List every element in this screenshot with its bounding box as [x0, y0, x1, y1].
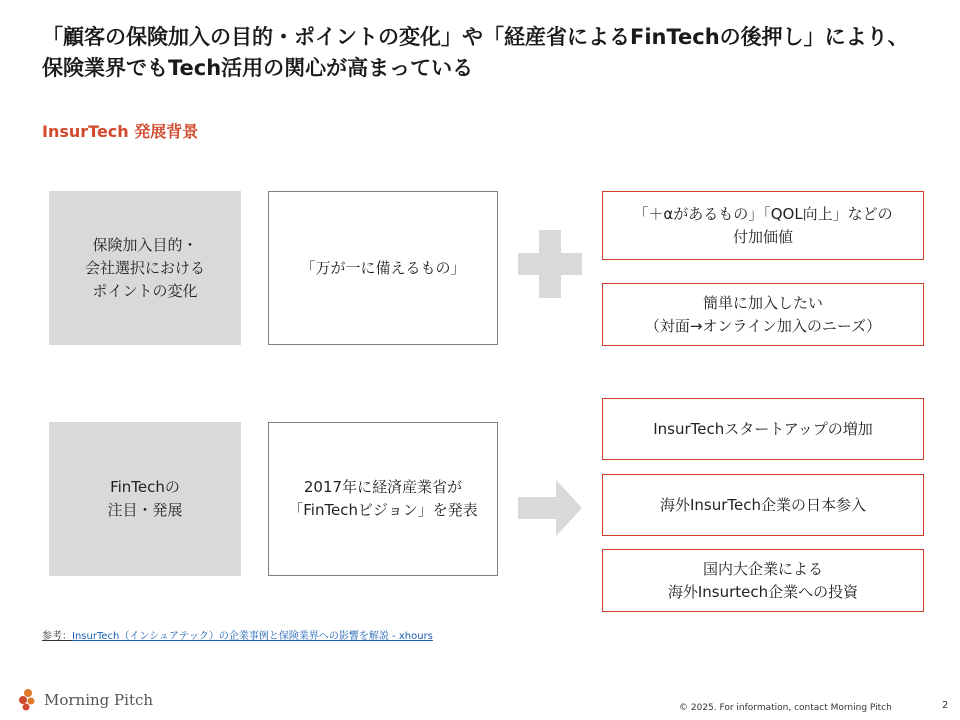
category-box-purpose-change [49, 191, 241, 345]
result-box-foreign-entry [602, 474, 924, 536]
result-box-domestic-investment [602, 549, 924, 612]
section-subtitle: InsurTech 発展背景 [42, 122, 199, 141]
copyright-text: © 2025. For information, contact Morning Pitch [679, 703, 892, 713]
result-text-line: 簡単に加入したい [702, 293, 823, 312]
situation-box-meti-vision [268, 422, 498, 576]
slide-title [42, 22, 922, 84]
title-line-2: 保険業界でもTech活用の関心が高まっている [42, 56, 474, 80]
result-text-line: 海外Insurtech企業への投資 [667, 582, 859, 601]
result-text-line: 「＋αがあるもの」「QOL向上」などの [633, 204, 893, 223]
reference-link[interactable]: InsurTech（インシュアテック）の企業事例と保険業界への影響を解説 - xhours [72, 631, 433, 642]
reference-note [42, 627, 433, 642]
category-text-line: 注目・発展 [107, 501, 183, 519]
arrow-right-icon [518, 480, 582, 536]
company-logo [18, 688, 153, 712]
category-text-line: FinTechの [110, 478, 180, 496]
situation-text-line: 2017年に経済産業省が [303, 478, 463, 496]
result-text-line: InsurTechスタートアップの増加 [653, 419, 873, 438]
category-text-line: 保険加入目的・ [92, 235, 198, 254]
category-box-fintech [49, 422, 241, 576]
reference-label: 参考： [42, 631, 72, 642]
page-number: 2 [942, 700, 949, 711]
category-text-line: 会社選択における [84, 258, 205, 277]
result-text-line: 付加価値 [732, 227, 793, 246]
title-line-1: 「顧客の保険加入の目的・ポイントの変化」や「経産省によるFinTechの後押し」により、 [42, 25, 909, 49]
result-text-line: （対面→オンライン加入のニーズ） [644, 316, 882, 335]
situation-text-line: 「FinTechビジョン」を発表 [288, 501, 478, 519]
category-text-line: ポイントの変化 [92, 281, 198, 300]
result-text-line: 海外InsurTech企業の日本参入 [659, 495, 867, 514]
situation-box-traditional [268, 191, 498, 345]
result-text-line: 国内大企業による [702, 559, 823, 578]
plus-icon [518, 230, 582, 298]
result-box-online-needs [602, 283, 924, 346]
result-box-added-value [602, 191, 924, 260]
result-box-startup-increase [602, 398, 924, 460]
logo-text: Morning Pitch [44, 691, 154, 709]
logo-mark-icon [18, 688, 38, 712]
situation-text: 「万が一に備えるもの」 [300, 258, 466, 277]
